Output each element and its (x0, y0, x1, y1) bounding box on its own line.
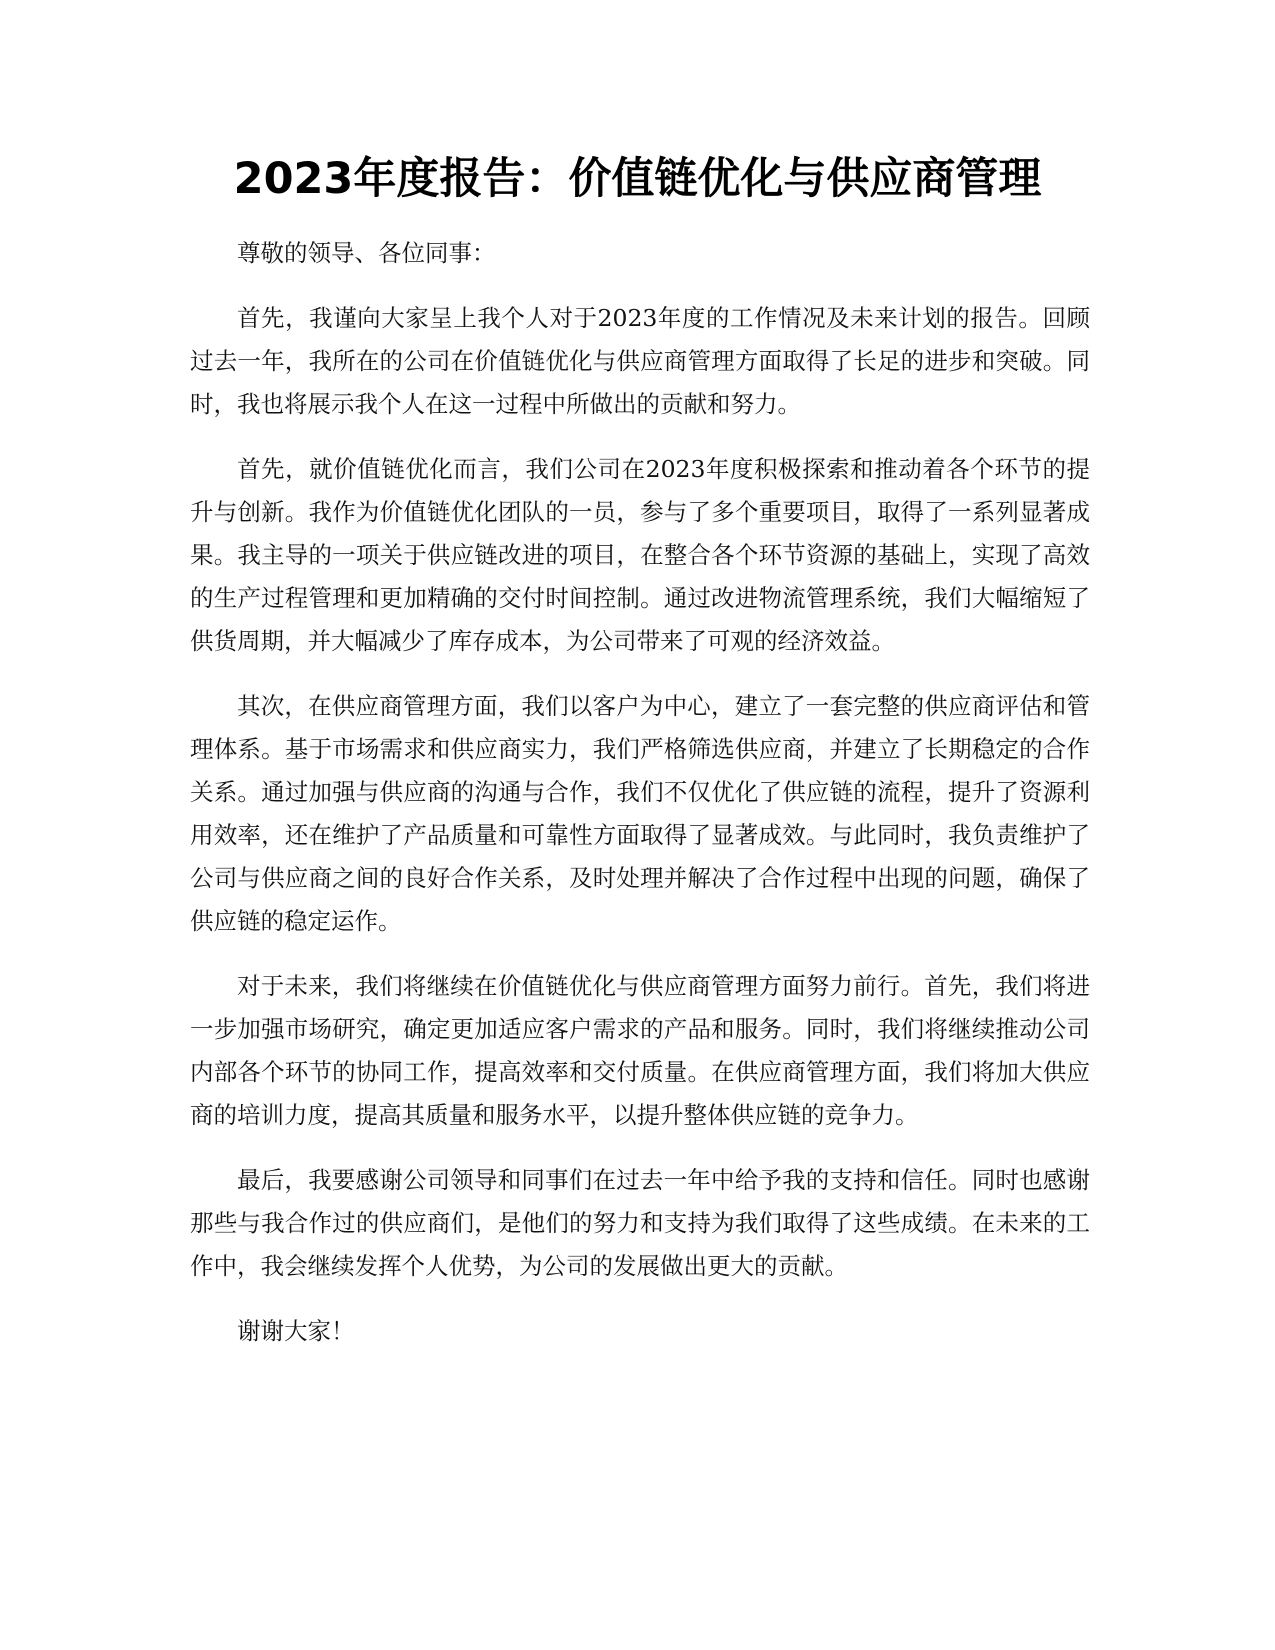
closing-paragraph: 谢谢大家！ (237, 1317, 355, 1345)
salutation-paragraph: 尊敬的领导、各位同事： (237, 239, 496, 267)
supplier-management-paragraph: 其次，在供应商管理方面，我们以客户为中心，建立了一套完整的供应商评估和管理体系。基于市场需求和供应商实力，我们严格筛选供应商，并建立了长期稳定的合作关系。通过加强与供应商的沟通与合作，我们不仅优化了供应链的流程，提升了资源利用效率，还在维护了产品质量和可靠性方面取得了显著成效。与此同时，我负责维护了公司与供应商之间的良好合作关系，及时处理并解决了合作过程中出现的问题，确保了供应链的稳定运作。 (190, 692, 1090, 935)
document-title: 2023年度报告：价值链优化与供应商管理 (233, 154, 1042, 204)
thanks-paragraph: 最后，我要感谢公司领导和同事们在过去一年中给予我的支持和信任。同时也感谢那些与我合作过的供应商们，是他们的努力和支持为我们取得了这些成绩。在未来的工作中，我会继续发挥个人优势，为公司的发展做出更大的贡献。 (190, 1166, 1090, 1280)
future-plan-paragraph: 对于未来，我们将继续在价值链优化与供应商管理方面努力前行。首先，我们将进一步加强市场研究，确定更加适应客户需求的产品和服务。同时，我们将继续推动公司内部各个环节的协同工作，提高效率和交付质量。在供应商管理方面，我们将加大供应商的培训力度，提高其质量和服务水平，以提升整体供应链的竞争力。 (190, 972, 1090, 1129)
document-body (190, 232, 1090, 1375)
intro-paragraph: 首先，我谨向大家呈上我个人对于2023年度的工作情况及未来计划的报告。回顾过去一年，我所在的公司在价值链优化与供应商管理方面取得了长足的进步和突破。同时，我也将展示我个人在这一过程中所做出的贡献和努力。 (190, 304, 1090, 418)
value-chain-paragraph: 首先，就价值链优化而言，我们公司在2023年度积极探索和推动着各个环节的提升与创新。我作为价值链优化团队的一员，参与了多个重要项目，取得了一系列显著成果。我主导的一项关于供应链改进的项目，在整合各个环节资源的基础上，实现了高效的生产过程管理和更加精确的交付时间控制。通过改进物流管理系统，我们大幅缩短了供货周期，并大幅减少了库存成本，为公司带来了可观的经济效益。 (190, 455, 1090, 655)
